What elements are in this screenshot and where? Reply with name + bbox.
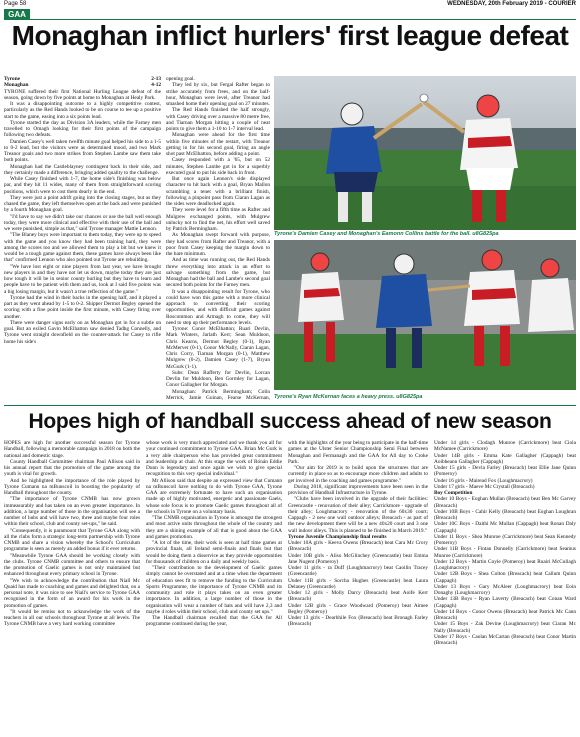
paragraph: whose work is very much appreciated and we thank you all for your continued commitment to Tyrone GAA. Brian Mc Gurk is a very able chairperson who has provided great commitment and leadership at chair. At this stage the work of Rónán Eddie Dunn is legendary and once again we wish to give special recognition to this very special individual." [146,440,282,478]
paragraph: Casey responded with a '65, but on 52 minutes, Stephen Lambe got in for a superbly executed goal to put his side back in front. [166,157,270,176]
paragraph: "Our aim for 2019 is to build upon the structures that are currently in place so as to encourage more children and adults to get involved in the coaching and games programme." [288,465,428,484]
paragraph: The Handball chairman recalled that the GAA for All programme continued during the year, [146,615,282,628]
results-subheading: Tyrone Juvenile Championship final results [288,533,387,540]
paragraph: "It would be remiss not to acknowledge the work of the teachers in all our schools throughout Tyrone at all levels. The Tyrone CNMB have a very hard working committee [4,608,140,628]
paragraph: "Clubs have been involved in the upgrade of their facilities: Greencastle - renovation of their alley; Carrickmore - upgrade of their alley; Loughmacrory - renovation of the 60x30 court; Cappagh - 2 new one wall outdoor alleys; Breacach - as part of the new development there will be a new 40x20 court and 3 one wall indoor alleys. This is planned to be finished in March 2019." [288,496,428,534]
paragraph: But once again Lennon's side displayed character to hit back with a goal, Bryan Mallon scrambling a tenet with a brilliant finish, following a pinpoint pass from Ciaran Lagan as the sides were deadlocked again. [166,176,270,207]
result-item: Under 11 Boys - Shea Munroe (Carrickmore) beat Sean Kennedy (Pomeroy) [434,533,576,546]
result-item: Under 14 girls - Clodagh Munroe (Carrickmore) beat Ciola McNamee (Carrickmore) [434,440,576,453]
paragraph: with the highlights of the year being to participate in the half-time games at the Ulster Senior Championship Semi Final between Monaghan and Fermanagh and the GAA for All day to Croke Park. [288,440,428,465]
result-item: Under 12B girls - Grace Woodward (Pomeroy) beat Aimee Begley (Pomeroy) [288,602,428,615]
paragraph: It was a disappointing result for Tyrone, who could have won this game with a more clinical approach to converting their scoring opportunities, and with difficult games against Roscommon and Armagh to come, they will need to step up their performance levels. [166,288,270,326]
issue-date: WEDNESDAY, 20th February 2019 - COURIER [447,1,576,7]
result-item: Under 11B Boys - Fintan Donnelly (Carrickmore) beat Seamus Munroe (Carrickmore) [434,546,576,559]
result-item: Under 17 Boys - Caolan McCartan (Breacach) beat Conor Martin (Breacach) [434,633,576,646]
result-item: Under 10B girls - Aliso McGlinchey (Greencastle) beat Emma Jane Nugent (Pomeroy) [288,552,428,565]
paragraph: "Their contribution to the development of Gaelic games simply cannot be overstated and at a time when the department of education sees fit to remove the funding to the Curriculum Sports Programme, the importance of Tyrone CNMB and its community and role it plays takes on an even greater importance. In addition, a large number of those in the organisation will wear a number of hats and will have 2,3 and maybe 4 roles within their school, club and county set ups." [146,565,282,615]
paragraph: "A lot of the time, their work is seen at half time games at provincial finals, all Ireland semi-finals and finals but that would be doing them a disservice as they provide opportunities for thousands of children on a daily and weekly basis. [146,540,282,565]
score-team-away: Monaghan [4,82,29,89]
paragraph: Subs: Dean Rafferty for Devlin, Lorcan Devlin for Muldoon, Ben Gormley for Lagan, Conor Gallagher for Morgan. [166,369,270,389]
paragraph: County Handball Committee chairman Paul Allison said in his annual report that the promotion of the game among the youth is vital for growth. [4,458,140,478]
result-item: Under 10C Boys - Daithi Mc Mullan (Cappagh) beat Ronan Daly (Cappagh) [434,521,576,534]
paragraph: During 2018, significant improvements have been seen in the provision of Handball Infrastructure in Tyrone. [288,483,428,496]
article2-col3 [288,440,428,734]
paragraph: Monaghan were ahead for the first time within five minutes of the restart, with Treanor getting in for his second goal, firing an angle shot past McElhatton, before adding a point. [166,132,270,157]
paragraph: Monaghan: Patrick Bermingham; Colin Merrick, Jamie Guinan, Fearse McKernan, [166,388,270,401]
paragraph: "Meanwhile Tyrone GAA should be working closely with the clubs. Tyrone CNMB committee and others to ensure that the promotion of Gaelic games is not only maintained but enhanced throughout every primary school in Tyrone. [4,552,140,578]
paragraph: While Casey finished with 1-7, the home side's finishing was below par, and they hit 11 wides, many of them from straightforward scoring positions, which were to cost them dearly in the end. [4,176,161,195]
paragraph: They were just a point adrift going into the closing stages, but as they chased the game, they left themselves open at the back and were punished by a fourth Monaghan goal. [4,194,161,214]
article2-rule [4,405,576,406]
result-item: Under 12B Boys - Shea Colton (Breacach) beat Callum Quinn (Cappagh) [434,571,576,584]
result-item: Under 12 Boys - Martin Coyle (Pomeroy) beat Ruairi McCullagh (Loughmacrory) [434,558,576,571]
photo2-caption: Tyrone's Ryan McKernan faces a heavy press. u8G825pa [274,394,423,400]
result-item: Under 10B Boys - Cahir Kelly (Breacach) beat Eoghan Loughran (Breacach) [434,508,576,521]
score-value-away: 4-12 [151,82,161,89]
photo-hurling-battle [274,76,576,230]
paragraph: opening goal. [166,76,195,82]
paragraph: Damien Casey's well taken twelfth minute goal helped his side to a 1-5 to 0-2 lead, but the visitors were as determined mood, and two Mark Treanor goals and two more strikes from Stephen Lambe saw them take both points. [4,138,161,164]
result-item: Under 17 girls - Maeve Mc Crystall (Breacach) [434,483,535,490]
results-subheading: Boy Competition [434,490,473,496]
paragraph: The Red Hands finished the half strongly, with Casey driving over a massive 80 metre free, and Tiarnan Morgan hitting a couple of neat points to give them a 1-10 to 1-7 interval lead. [166,107,270,132]
paragraph: "We wish to acknowledge the contribution that Niall Mc Quaid has made to coaching and games and delighted that, on a personal note, it was nice to see Niall's service to Tyrone GAA recognised in the form of an award for his work in the promotion of games. [4,577,140,609]
page-number: Page 58 [4,1,27,7]
result-item: Under 15 girls - Devla Farley (Breacach) beat Ellie Jane Quinn (Pomeroy) [434,465,576,478]
paragraph: "The Blaney boys were important to them today, they were up to speed with the game and you know they had been training hard, they were among the scores too and we allowed them to play a bit but we knew it would be a tough game against them, these games have always been like that" confirmed Lennon who also pointed out Tyrone are rebuilding. [4,232,161,264]
article1-col2 [166,76,270,401]
article2-col4 [434,440,576,734]
result-item: Under 14B girls - Emma Kate Gallagher (Cappagh) beat Aoibheann Gallagher (Cappagh) [434,452,576,465]
score-value-home: 2-13 [151,76,161,82]
paragraph: As Monaghan swept forward with purpose, they had scores from Rafter and Treanor, with a poor from Casey keeping the margin down to the bare minimum. [166,232,270,257]
article1-col1 [4,76,161,401]
article1-headline: Monaghan inflict hurlers' first league defeat [11,20,569,51]
result-item: Under 13 Boys - Gary McAleer (Loughmacrory) beat Eoin Donaghy (Loughmacrory) [434,583,576,596]
result-item: Under 16 girls - Mairead Fox (Loughmacrory) [434,477,533,484]
result-item: Under 12 girls - Molly Darcy (Breacach) beat Aoife Kerr (Breacach) [288,590,428,603]
article2-headline: Hopes high of handball success ahead of new season [28,410,552,433]
paragraph: "I'd have to say we didn't take our chances or use the ball well enough today, they were more clinical and effective with their use of the ball and we were punished, simple as that," said Tyrone manager Mattie Lennon. [4,213,161,232]
result-item: Under 14 Boys - Conor Owens (Breacach) beat Patrick Mc Cann (Breacach) [434,608,576,621]
paragraph: They were level for a fifth time as Rafter and Mulgrew exchanged points, with Mulgrew unlucky not to find the net, his effort well saved by Patrick Bermingham. [166,207,270,232]
paragraph: They led by six, but Fergal Rafter began to strike accurately from frees, and on the half-hour, Monaghan were level, after Treanor had smashed home their opening goal on 27 minutes. [166,82,270,107]
photo-heavy-press-image [274,240,576,390]
score-team-home: Tyrone [4,76,20,82]
photo-heavy-press [274,240,576,390]
result-item: Under 10A girls - Keeva Owens (Breacach) beat Cara Mc Crory (Breacach) [288,540,428,553]
paragraph: There were danger signs early on as Monaghan got in for a subtle on goal. But an exiled Gavin McElhatton saw denied Tadhg Connelly, and Tyrone went straight downfield on the counter-attack for Casey to rifle home his side's [4,319,161,345]
paragraph: And as time was running out, the Red Hands threw everything into attack in an effort to salvage something from the game, but Monaghan had the ball and Lambe's second goal secured both points for the Farney men. [166,257,270,289]
result-item: Under 11B girls - Sorcha Hughes (Greencastle) beat Laura Delaney (Greencastle) [288,577,428,590]
article2-col2 [146,440,282,734]
result-item: Under 10 Boys - Eoghan Mullan (Breacach) beat Ben Mc Garvey (Breacach) [434,496,576,509]
result-item: Under 13 girls - Dearbhile Fox (Breacach) beat Bronagh Farley (Breacach) [288,615,428,628]
paragraph: Mr Allison said that despite an expressed view that Cumann na mBunscoil have nothing to do with Tyrone GAA, Tyrone GAA are extremely fortunate to have such an organisation made up of highly motivated, energetic and passionate Gaels, whose sole focus is to promote Gaelic games throughout all of the schools in Tyrone on a voluntary basis. [146,477,282,515]
result-item: Under 13B Boys - Ryan Laverty (Breacach) beat Conan Ward (Cappagh) [434,596,576,609]
paragraph: HOPES are high for another successful season for Tyrone Handball, following a memorable campaign in 2018 on both the national and domestic stage. [4,440,140,459]
paragraph: It was a disappointing outcome to a highly competitive contest, particularly as the Red Hands looked to be on course to tee up a positive start to the game, easing into a six points lead. [4,101,161,120]
photo1-caption: Tyrone's Damien Casey and Monaghan's Eamonn Collins battle for the ball. u8G825pa [274,231,499,237]
paragraph: "Consequently, it is paramount that Tyrone GAA along with all the clubs form a strategic long-term partnership with Tyrone CNMB and share a vision whereby the School's Curriculum programme is seen as merely an added bonus if it ever returns. [4,527,140,553]
section-label: GAA [4,9,30,20]
paragraph: TYRONE suffered their first National Hurling League defeat of the season, going down by five points at home to Monaghan at Healy Park. [4,88,161,101]
result-item: Under 11 girls - ra Duff (Loughmacrory) beat Caoilin Tracey (Greencastle) [288,565,428,578]
article2-col1 [4,440,140,734]
paragraph: Tyrone started the day as Division 3A leaders, while the Farney men travelled to Omagh looking for their first points of the campaign following two defeats. [4,119,161,139]
paragraph: And he highlighted the importance of the role played by Tyrone Cumann na mBunscoil in boosting the popularity of Handball throughout the county. [4,477,140,496]
paragraph: "The CNMB organisation in Tyrone is amongst the strongest and most active units throughout the whole of the country and they are a shining example of all that is good about the GAA and games promotion. [146,515,282,540]
result-item: Under 15 Boys - Zak Devine (Loughmacrory) beat Ciaran Mc Nally (Breacach) [434,621,576,634]
photo-hurling-battle-image [274,76,576,230]
paragraph: "The importance of Tyrone CNMB has now grown immeasurably and has taken on an even greater importance. In addition, a large number of those in the organisation will see a number of hubs and will have two, three and maybe four roles within their school, club and county set-ups," he said. [4,496,140,528]
paragraph: "We have lost eight or nine players from last year, we have brought new players in and they have not let us down, maybe today they are just how tough it will be in senior county hurling but they have to learn and people have to be patient with them and us, look at I said five points was a big losing margin, but it wasn't a true reflection of the game." [4,263,161,295]
paragraph: Monaghan had the Castleblayney contingent back in their side, and they certainly made a difference, bringing added quality to the challenge. [4,163,161,176]
paragraph: Tyrone had the wind in their backs in the opening half, and it played a part as they went ahead by 1-5 to 0-2. Shipper Dermot Begley opened the scoring with a fine point inside the first minute, with Casey firing over another. [4,294,161,320]
masthead [0,0,580,9]
paragraph: Tyrone: Conor McElhatton; Ruari Devlin, Mark Winters, Jarlath Kerr; Sean Muldoon, Chris Kearns, Dermot Begley (0-1), Ryan McMerver (0-1), Conor McNally, Ciaran Lagan, Chris Corry, Tiarnan Morgan (0-1), Matthew Mulgrew (0-2), Damien Casey (1-7), Bryan McGurk (1-1). [166,326,270,370]
